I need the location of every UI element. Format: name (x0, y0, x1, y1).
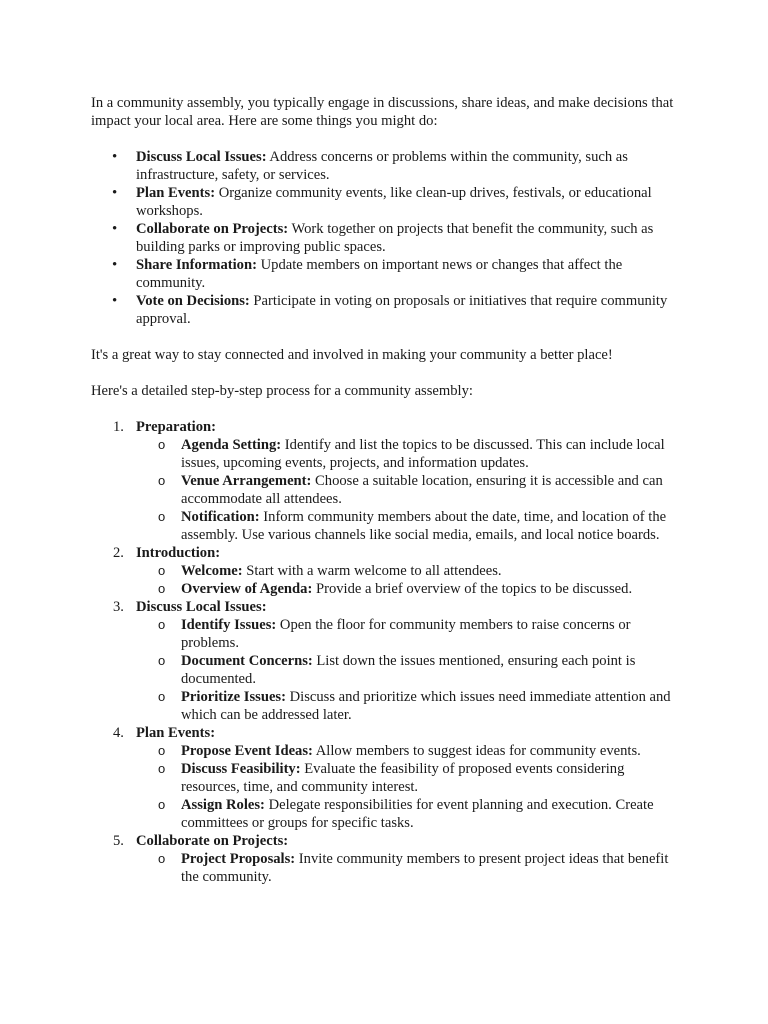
step-item (91, 418, 681, 544)
step-item (91, 544, 681, 598)
substep-term: Project Proposals: (181, 851, 296, 867)
substep-text: Evaluate the feasibility of proposed events considering resources, time, and community interest. (181, 761, 625, 795)
list-item (91, 256, 681, 292)
activities-list (91, 148, 681, 328)
list-item-text: Organize community events, like clean-up drives, festivals, or educational workshops. (136, 185, 652, 219)
step-title: Collaborate on Projects: (136, 833, 289, 849)
list-item-term: Share Information: (136, 257, 257, 273)
process-steps-list (91, 418, 681, 886)
step-item (91, 832, 681, 886)
list-item-term: Collaborate on Projects: (136, 221, 289, 237)
list-item (91, 220, 681, 256)
substep-item (136, 562, 681, 580)
substep-term: Propose Event Ideas: (181, 743, 313, 759)
substep-text: Discuss and prioritize which issues need immediate attention and which can be addressed later. (181, 689, 671, 723)
list-item (91, 292, 681, 328)
list-item-term: Plan Events: (136, 185, 216, 201)
step-item (91, 724, 681, 832)
step-title: Preparation: (136, 419, 216, 435)
step-substeps (136, 742, 681, 832)
list-item-term: Discuss Local Issues: (136, 149, 267, 165)
substep-item (136, 760, 681, 796)
substep-text: Start with a warm welcome to all attendees. (242, 563, 502, 579)
substep-text: Allow members to suggest ideas for community events. (312, 743, 641, 759)
substep-term: Identify Issues: (181, 617, 277, 633)
substep-term: Notification: (181, 509, 260, 525)
substep-text: List down the issues mentioned, ensuring each point is documented. (181, 653, 636, 687)
document-page (91, 94, 681, 886)
list-item-term: Vote on Decisions: (136, 293, 250, 309)
intro-paragraph: In a community assembly, you typically engage in discussions, share ideas, and make decisions that impact your local area. Here are some things you might do: (91, 95, 674, 129)
substep-item (136, 652, 681, 688)
substep-item (136, 688, 681, 724)
substep-term: Agenda Setting: (181, 437, 282, 453)
substep-term: Welcome: (181, 563, 243, 579)
step-substeps (136, 850, 681, 886)
step-number: 2. (113, 545, 124, 561)
step-substeps (136, 436, 681, 544)
step-number: 3. (113, 599, 124, 615)
step-number: 1. (113, 419, 124, 435)
process-intro-paragraph: Here's a detailed step-by-step process for a community assembly: (91, 383, 473, 399)
substep-text: Delegate responsibilities for event planning and execution. Create committees or groups for specific tasks. (181, 797, 654, 831)
substep-text: Provide a brief overview of the topics to be discussed. (312, 581, 633, 597)
substep-item (136, 742, 681, 760)
list-item (91, 148, 681, 184)
substep-text: Inform community members about the date, time, and location of the assembly. Use various channels like social media, emails, and local notice boards. (181, 509, 667, 543)
substep-term: Discuss Feasibility: (181, 761, 301, 777)
list-item-text: Address concerns or problems within the community, such as infrastructure, safety, or services. (136, 149, 628, 183)
substep-text: Identify and list the topics to be discussed. This can include local issues, upcoming events, projects, and information updates. (181, 437, 665, 471)
substep-term: Prioritize Issues: (181, 689, 286, 705)
substep-item (136, 472, 681, 508)
substep-term: Assign Roles: (181, 797, 265, 813)
step-number: 4. (113, 725, 124, 741)
substep-item (136, 850, 681, 886)
list-item-text: Update members on important news or changes that affect the community. (136, 257, 623, 291)
closing-paragraph: It's a great way to stay connected and involved in making your community a better place! (91, 347, 613, 363)
step-title: Introduction: (136, 545, 221, 561)
substep-text: Invite community members to present project ideas that benefit the community. (181, 851, 669, 885)
substep-item (136, 580, 681, 598)
substep-item (136, 796, 681, 832)
substep-item (136, 436, 681, 472)
list-item-text: Work together on projects that benefit the community, such as building parks or improving public spaces. (136, 221, 654, 255)
step-title: Discuss Local Issues: (136, 599, 267, 615)
substep-term: Overview of Agenda: (181, 581, 313, 597)
substep-text: Choose a suitable location, ensuring it is accessible and can accommodate all attendees. (181, 473, 663, 507)
substep-term: Venue Arrangement: (181, 473, 312, 489)
list-item-text: Participate in voting on proposals or initiatives that require community approval. (136, 293, 668, 327)
step-substeps (136, 562, 681, 598)
step-substeps (136, 616, 681, 724)
substep-text: Open the floor for community members to raise concerns or problems. (181, 617, 631, 651)
list-item (91, 184, 681, 220)
step-item (91, 598, 681, 724)
step-title: Plan Events: (136, 725, 216, 741)
step-number: 5. (113, 833, 124, 849)
substep-item (136, 616, 681, 652)
substep-item (136, 508, 681, 544)
substep-term: Document Concerns: (181, 653, 313, 669)
